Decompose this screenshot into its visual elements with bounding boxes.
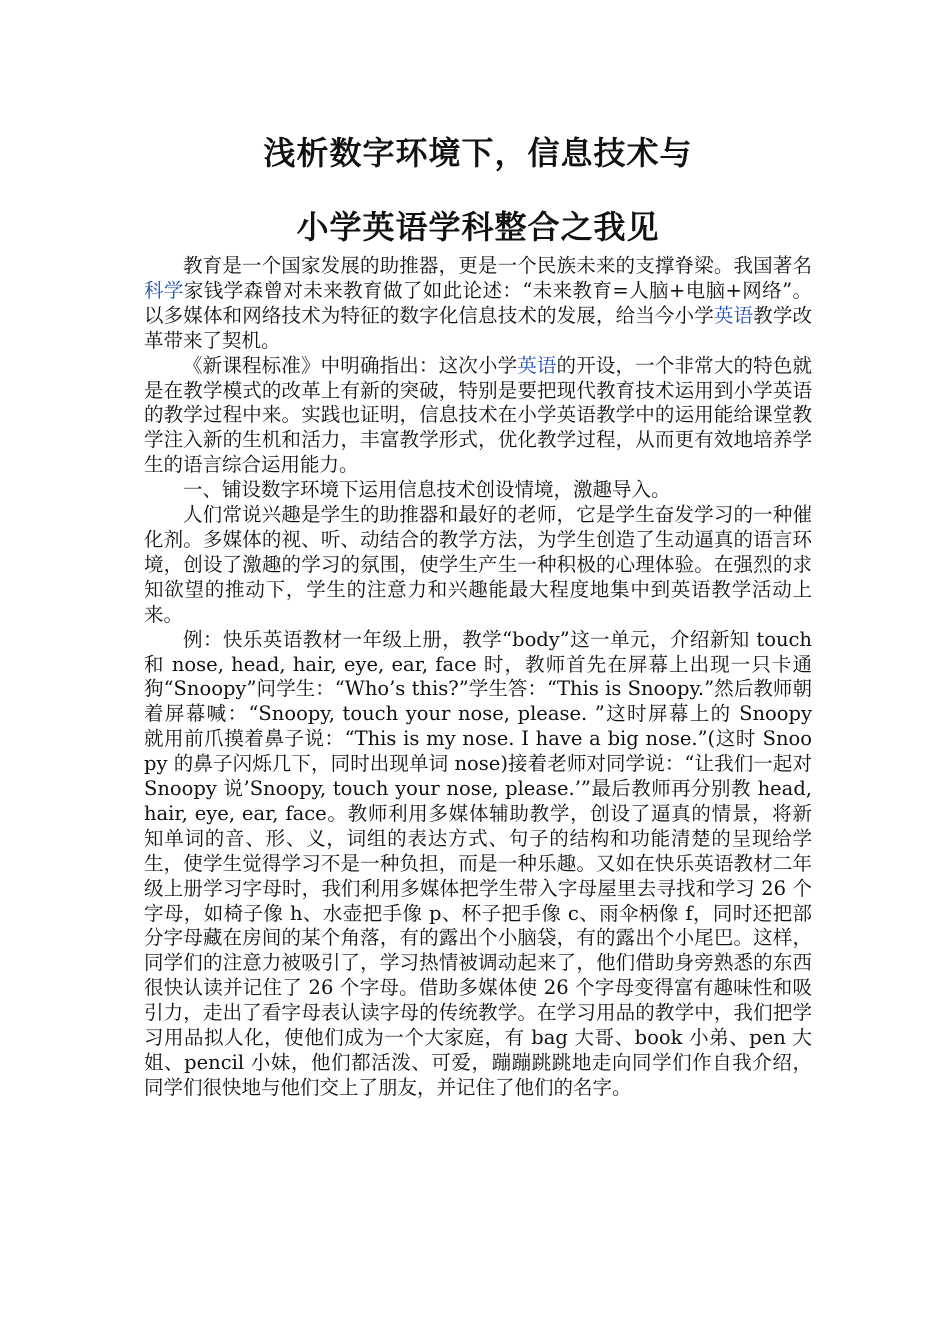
paragraph-intro [144,254,812,354]
paragraph-interest: 人们常说兴趣是学生的助推器和最好的老师，它是学生奋发学习的一种催化剂。多媒体的视、听、动结合的教学方法，为学生创造了生动逼真的语言环境，创设了激趣的学习的氛围，使学生产生一种积极的心理体验。在强烈的求知欲望的推动下，学生的注意力和兴趣能最大程度地集中到英语教学活动上来。 [144,503,812,626]
link-english[interactable]: 英语 [713,303,754,327]
paragraph-intro-text-a: 教育是一个国家发展的助推器，更是一个民族未来的支撑脊梁。我国著名 [183,254,812,277]
paragraph-example: 例：快乐英语教材一年级上册，教学“body”这一单元，介绍新知 touch 和 nose, head, hair, eye, ear, face 时，教师首先在屏幕上出现一只卡通狗“Snoopy”问学生：“Who’s this?”学生答：“This is Snoopy.”然后教师朝着屏幕喊：“Snoopy, touch your nose, please. ”这时屏幕上的 Snoopy 就用前爪摸着鼻子说：“This is my nose. I have a big nose.”(这时 Snoopy 的鼻子闪烁几下，同时出现单词 nose)接着老师对同学说：“让我们一起对 Snoopy 说’Snoopy, touch your nose, please.’”最后教师再分别教 head, hair, eye, ear, face。教师利用多媒体辅助教学，创设了逼真的情景，将新知单词的音、形、义，词组的表达方式、句子的结构和功能清楚的呈现给学生，使学生觉得学习不是一种负担，而是一种乐趣。又如在快乐英语教材二年级上册学习字母时，我们利用多媒体把学生带入字母屋里去寻找和学习 26 个字母，如椅子像 h、水壶把手像 p、杯子把手像 c、雨伞柄像 f，同时还把部分字母藏在房间的某个角落，有的露出个小脑袋，有的露出个小尾巴。这样，同学们的注意力被吸引了，学习热情被调动起来了，他们借助身旁熟悉的东西很快认读并记住了 26 个字母。借助多媒体使 26 个字母变得富有趣味性和吸引力，走出了看字母表认读字母的传统教学。在学习用品的教学中，我们把学习用品拟人化，使他们成为一个大家庭，有 bag 大哥、book 小弟、pen 大姐、pencil 小妹，他们都活泼、可爱，蹦蹦跳跳地走向同学们作自我介绍，同学们很快地与他们交上了朋友，并记住了他们的名字。 [144,627,812,1099]
document-title-line-2: 小学英语学科整合之我见 [296,208,660,246]
link-science[interactable]: 科学 [144,278,184,302]
link-english-2[interactable]: 英语 [517,353,557,377]
paragraph-curriculum-text-a: 《新课程标准》中明确指出：这次小学 [183,353,518,377]
paragraph-curriculum-text-b: 的开设，一个非常大的特色就是在教学模式的改革上有新的突破，特别是要把现代教育技术运用到小学英语的教学过程中来。实践也证明，信息技术在小学英语教学中的运用能给课堂教学注入新的生机和活力，丰富教学形式，优化教学过程，从而更有效地培养学生的语言综合运用能力。 [144,353,812,477]
paragraph-curriculum [144,354,812,479]
document-title-line-1: 浅析数字环境下，信息技术与 [263,134,693,172]
paragraph-intro-text-c: 教学改革带来了契机。 [144,303,812,352]
paragraph-intro-text-b: 家钱学森曾对未来教育做了如此论述：“未来教育=人脑+电脑+网络”。以多媒体和网络技术为特征的数字化信息技术的发展，给当今小学 [144,278,812,327]
document-page [144,128,812,1101]
section-heading-1: 一、铺设数字环境下运用信息技术创设情境，激趣导入。 [183,478,671,502]
